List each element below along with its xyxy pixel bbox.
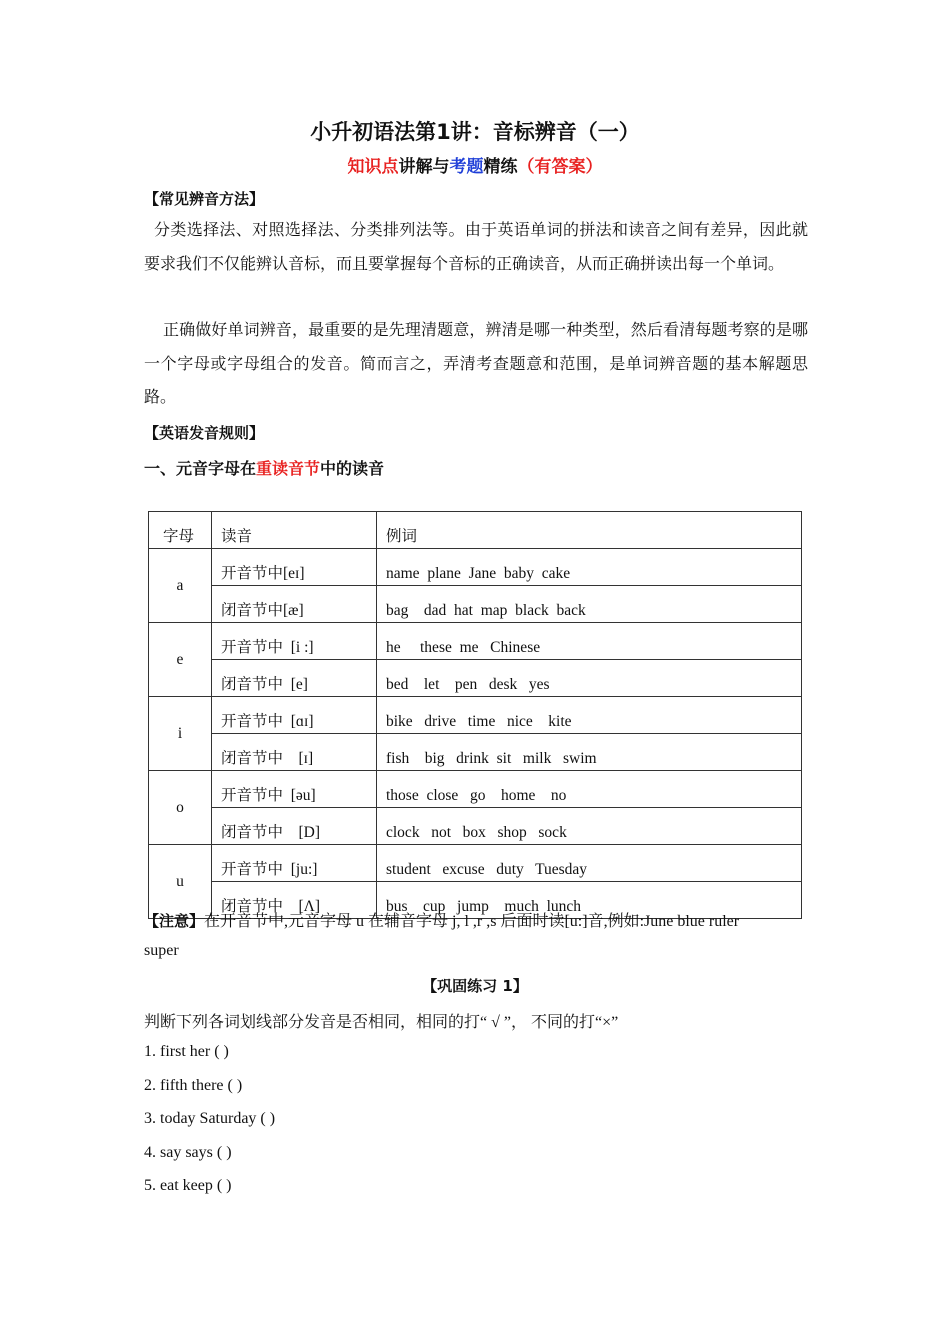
note-continuation: super (144, 942, 179, 959)
note-text: 在开音节中,元音字母 u 在辅音字母 j, l ,r ,s 后面时读[u:]音,例如:June blue ruler (204, 913, 740, 930)
examples-cell: name plane Jane baby cake (377, 549, 802, 586)
practice-item: 2. fifth there ( ) (144, 1077, 243, 1094)
table-header-cell: 读音 (212, 512, 377, 549)
subtitle-part-3: 考题 (449, 157, 484, 177)
subtitle-part-1: 知识点 (347, 157, 399, 177)
practice-instruction: 判断下列各词划线部分发音是否相同，相同的打“ √ ”， 不同的打“×” (144, 1014, 619, 1031)
table-row (149, 771, 802, 808)
table-header-row (149, 512, 802, 549)
table-header-cell: 例词 (377, 512, 802, 549)
examples-cell: student excuse duty Tuesday (377, 845, 802, 882)
vowel-pronunciation-table (148, 511, 802, 919)
examples-cell: fish big drink sit milk swim (377, 734, 802, 771)
subsection-heading-part-3: 中的读音 (320, 459, 385, 478)
table-row (149, 734, 802, 771)
section-heading-methods: 【常见辨音方法】 (144, 190, 265, 208)
note-label: 【注意】 (144, 912, 205, 930)
table-header-cell: 字母 (149, 512, 212, 549)
letter-cell: a (149, 549, 212, 623)
subsection-heading-part-1: 一、元音字母在 (144, 459, 257, 478)
document-title: 小升初语法第1讲：音标辨音（一） (310, 120, 640, 144)
examples-cell: bike drive time nice kite (377, 697, 802, 734)
table-row (149, 697, 802, 734)
examples-cell: bag dad hat map black back (377, 586, 802, 623)
examples-cell: bus cup jump much lunch (377, 882, 802, 919)
table-row (149, 660, 802, 697)
sound-cell: 闭音节中[æ] (212, 586, 377, 623)
practice-item: 3. today Saturday ( ) (144, 1110, 276, 1127)
letter-cell: i (149, 697, 212, 771)
letter-cell: e (149, 623, 212, 697)
table-row (149, 808, 802, 845)
subsection-heading-highlight: 重读音节 (256, 459, 321, 478)
subtitle-part-2: 讲解与 (398, 157, 450, 177)
examples-cell: he these me Chinese (377, 623, 802, 660)
table-row (149, 623, 802, 660)
practice-item: 4. say says ( ) (144, 1144, 232, 1161)
sound-cell: 开音节中 [ɑɪ] (212, 697, 377, 734)
table-row (149, 549, 802, 586)
sound-cell: 闭音节中 [Λ] (212, 882, 377, 919)
examples-cell: clock not box shop sock (377, 808, 802, 845)
section-heading-rules: 【英语发音规则】 (144, 424, 265, 442)
table-row (149, 586, 802, 623)
practice-title: 【巩固练习 1】 (422, 977, 528, 995)
sound-cell: 闭音节中 [e] (212, 660, 377, 697)
table-row (149, 845, 802, 882)
document-subtitle (0, 152, 950, 177)
paragraph-approach: 正确做好单词辨音，最重要的是先理清题意，辨清是哪一种类型，然后看清每题考察的是哪一个字母或字母组合的发音。简而言之，弄清考查题意和范围，是单词辨音题的基本解题思路。 (144, 322, 808, 406)
subtitle-part-5: （有答案） (517, 157, 603, 177)
paragraph-methods: 分类选择法、对照选择法、分类排列法等。由于英语单词的拼法和读音之间有差异，因此就要求我们不仅能辨认音标，而且要掌握每个音标的正确读音，从而正确拼读出每一个单词。 (144, 222, 808, 273)
note-line (144, 908, 739, 931)
sound-cell: 闭音节中 [ɪ] (212, 734, 377, 771)
examples-cell: those close go home no (377, 771, 802, 808)
subsection-heading (144, 456, 384, 479)
letter-cell: o (149, 771, 212, 845)
practice-item: 1. first her ( ) (144, 1043, 229, 1060)
practice-item: 5. eat keep ( ) (144, 1177, 232, 1194)
letter-cell: u (149, 845, 212, 919)
sound-cell: 开音节中[eɪ] (212, 549, 377, 586)
sound-cell: 开音节中 [i :] (212, 623, 377, 660)
subtitle-part-4: 精练 (483, 157, 518, 177)
sound-cell: 闭音节中 [D] (212, 808, 377, 845)
sound-cell: 开音节中 [əu] (212, 771, 377, 808)
sound-cell: 开音节中 [ju:] (212, 845, 377, 882)
examples-cell: bed let pen desk yes (377, 660, 802, 697)
